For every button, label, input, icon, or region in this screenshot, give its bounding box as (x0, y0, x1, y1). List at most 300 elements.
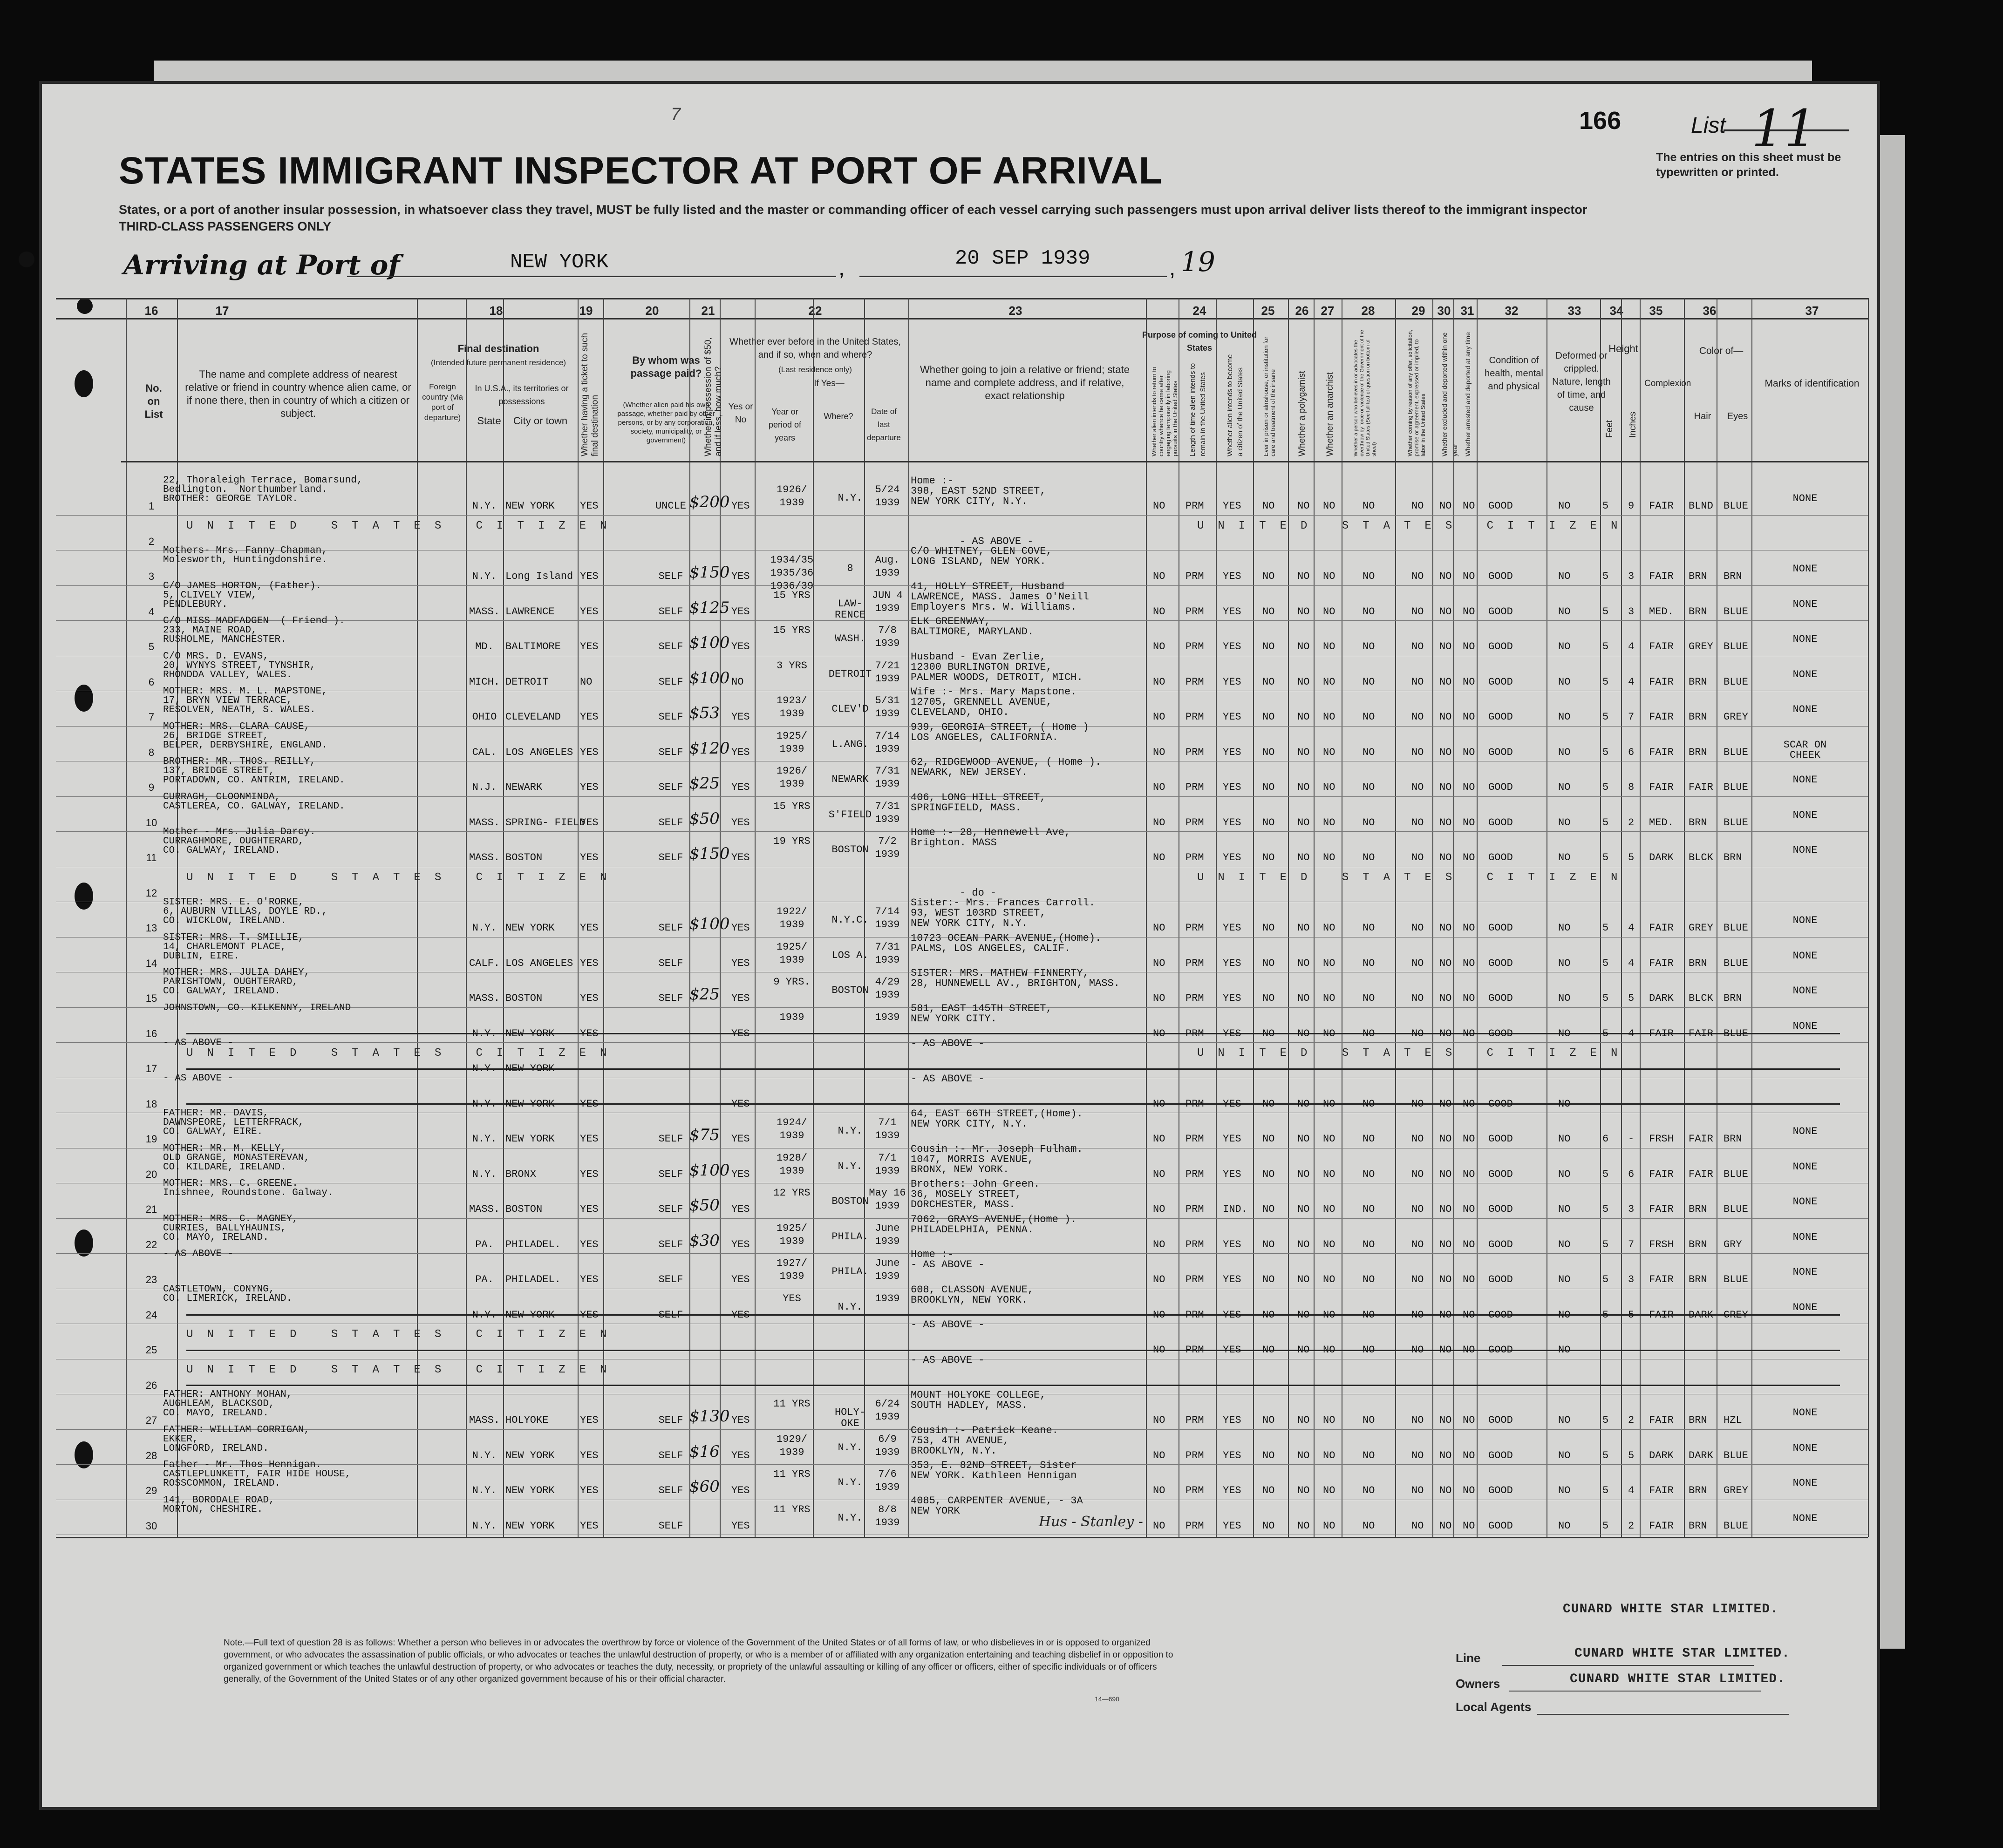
cell-c31: NO (1463, 1274, 1475, 1285)
cell-ticket: YES (580, 816, 599, 829)
cell-yn: YES (731, 816, 750, 829)
cell-c29: NO (1411, 1027, 1424, 1040)
cell-c30: NO (1439, 1027, 1452, 1040)
cell-c30: NO (1439, 1485, 1452, 1496)
cell-c29: NO (1411, 1344, 1424, 1356)
port-value: NEW YORK (510, 251, 609, 274)
cell-p24c: YES (1223, 781, 1241, 793)
header-passage-paid: By whom was passage paid? (630, 354, 702, 379)
header-state: State (477, 415, 501, 427)
cell-ticket: YES (580, 1520, 599, 1532)
cell-yrs: YES (783, 1292, 801, 1304)
cell-ft: 5 (1602, 746, 1609, 758)
cell-in: 4 (1628, 1485, 1635, 1496)
cell-yn: YES (731, 500, 750, 512)
cell-marks: NONE (1792, 1266, 1818, 1278)
cell-p24a: NO (1153, 957, 1165, 969)
header-prison: Ever in prison or almshouse, or institution for care and treatment of the insane (1262, 336, 1276, 456)
cell-hair: BLCK (1689, 852, 1713, 863)
cell-city: NEW YORK (505, 1133, 555, 1145)
column-number: 20 (645, 304, 659, 318)
cell-p24b: PRM (1185, 1203, 1204, 1215)
owners-stamp-top: CUNARD WHITE STAR LIMITED. (1574, 1646, 1790, 1661)
cell-ticket: YES (580, 1449, 599, 1461)
cell-p24a: NO (1153, 571, 1165, 582)
cell-eyes: BRN (1724, 852, 1742, 863)
cell-marks: NONE (1792, 844, 1818, 856)
cell-addr: - AS ABOVE - (163, 1038, 234, 1048)
cell-c29: NO (1411, 1098, 1424, 1110)
table-row (0, 1073, 2003, 1112)
cell-eyes: BLUE (1724, 922, 1748, 934)
cell-hair: DARK (1689, 1449, 1713, 1461)
column-number: 26 (1295, 304, 1309, 318)
cell-paid: UNCLE (655, 500, 686, 512)
cell-eyes: BLUE (1724, 781, 1748, 793)
cell-p24c: YES (1223, 922, 1241, 934)
cell-money: $120 (689, 739, 730, 758)
cell-in: 4 (1628, 957, 1635, 969)
cell-c26: NO (1297, 816, 1310, 829)
cell-yrs: 1927/ 1939 (776, 1257, 807, 1282)
cell-rel: MOUNT HOLYOKE COLLEGE, SOUTH HADLEY, MASS. (911, 1389, 1046, 1411)
cell-c31: NO (1463, 1027, 1475, 1040)
header-color: Color of— (1699, 346, 1744, 356)
cell-c28: NO (1363, 922, 1375, 934)
cell-yn: YES (731, 1027, 750, 1040)
cell-c25: NO (1262, 1098, 1275, 1110)
cell-in: 2 (1628, 1520, 1635, 1532)
cell-p24b: PRM (1185, 1485, 1204, 1496)
cell-p24c: YES (1223, 1027, 1241, 1040)
cell-c29: NO (1411, 1168, 1424, 1180)
cell-in: 4 (1628, 1027, 1635, 1040)
column-number: 31 (1460, 304, 1474, 318)
cell-c31: NO (1463, 1414, 1475, 1426)
cell-c25: NO (1262, 571, 1275, 582)
cell-health: GOOD (1488, 1485, 1513, 1496)
cell-p24c: YES (1223, 957, 1241, 969)
cell-yrs: 15 YRS (773, 625, 811, 636)
cell-c27: NO (1323, 1168, 1335, 1180)
cell-where: PHILA. (831, 1266, 869, 1277)
cell-state: MD. (475, 641, 494, 652)
cell-addr: 22, Thoraleigh Terrace, Bomarsund, Bedlington. Northumberland. BROTHER: GEORGE TAYLOR. (163, 475, 363, 504)
citizen-note-right: UNITED STATES CITIZEN (1197, 871, 1632, 884)
cell-hair: BRN (1689, 1238, 1707, 1250)
cell-dep: 6/24 1939 (875, 1398, 900, 1423)
cell-c26: NO (1297, 711, 1310, 723)
cell-rel: C/O WHITNEY, GLEN COVE, LONG ISLAND, NEW YORK. (911, 545, 1052, 567)
column-number: 21 (701, 304, 715, 318)
cell-c26: NO (1297, 1098, 1310, 1110)
cell-marks: NONE (1792, 1407, 1818, 1419)
cell-yn: YES (731, 922, 750, 934)
cell-paid: SELF (658, 1168, 683, 1180)
column-number: 34 (1609, 304, 1623, 318)
cell-rel: - AS ABOVE - (911, 1038, 985, 1049)
cell-where: N.Y. (838, 1441, 863, 1454)
cell-money: $75 (689, 1126, 720, 1144)
pencil-mark: 7 (671, 105, 681, 124)
cell-ft: 5 (1602, 1485, 1609, 1496)
cell-ticket: YES (580, 781, 599, 793)
cell-c25: NO (1262, 711, 1275, 723)
cell-ft: 5 (1602, 781, 1609, 793)
cell-comp: FAIR (1649, 1274, 1674, 1285)
header-yes-no: Yes or No (728, 402, 753, 425)
line-rule (1502, 1665, 1754, 1666)
cell-yn: YES (731, 1168, 750, 1180)
cell-where: N.Y. (838, 1160, 863, 1172)
cell-eyes: BLUE (1724, 605, 1748, 618)
cell-c31: NO (1463, 852, 1475, 863)
cell-where: N.Y. (838, 1301, 863, 1313)
column-number: 22 (808, 304, 822, 318)
cell-c30: NO (1439, 1168, 1452, 1180)
cell-paid: SELF (658, 781, 683, 793)
cell-ft: 5 (1602, 1414, 1609, 1426)
cell-c29: NO (1411, 1238, 1424, 1250)
column-number: 37 (1805, 304, 1819, 318)
cell-c31: NO (1463, 1449, 1475, 1461)
cell-c25: NO (1262, 922, 1275, 934)
cell-paid: SELF (658, 922, 683, 934)
cell-c26: NO (1297, 571, 1310, 582)
cell-c25: NO (1262, 1520, 1275, 1532)
header-offer-labor: Whether coming by reason of any offer, solicitation, promise or agreement, expressed or implied, to labor in the United States (1407, 330, 1426, 456)
cell-p24b: PRM (1185, 641, 1204, 652)
column-number: 16 (144, 304, 158, 318)
header-polygamist: Whether a polygamist (1297, 371, 1307, 456)
cell-no: 27 (145, 1414, 157, 1426)
table-row (0, 580, 2003, 621)
cell-c29: NO (1411, 852, 1424, 863)
cell-yn: YES (731, 1485, 750, 1496)
cell-comp: MED. (1649, 816, 1674, 829)
cell-dep: 5/24 1939 (875, 484, 900, 509)
cell-in: 8 (1628, 781, 1635, 793)
cell-c30: NO (1439, 676, 1452, 688)
cell-paid: SELF (658, 1520, 683, 1532)
cell-p24c: YES (1223, 1098, 1241, 1110)
cell-deformed: NO (1558, 641, 1571, 652)
cell-ft: 5 (1602, 1027, 1609, 1040)
cell-c30: NO (1439, 605, 1452, 618)
cell-rel: Cousin :- Mr. Joseph Fulham. 1047, MORRIS AVENUE, BRONX, NEW YORK. (911, 1143, 1083, 1175)
cell-ticket: YES (580, 641, 599, 652)
cell-p24b: PRM (1185, 781, 1204, 793)
cell-yrs: 1923/ 1939 (776, 695, 807, 720)
cell-marks: NONE (1792, 1301, 1818, 1313)
cell-eyes: BRN (1724, 1133, 1742, 1145)
cell-c25: NO (1262, 500, 1275, 512)
cell-rel: 41, HOLLY STREET, Husband LAWRENCE, MASS. James O'Neill Employers Mrs. W. Williams. (911, 580, 1089, 613)
header-going-to-join: Whether going to join a relative or friend; state name and complete address, and if relative, exact relationship (920, 364, 1130, 401)
header-last-residence: (Last residence only) (778, 365, 852, 374)
cell-health: GOOD (1488, 1133, 1513, 1145)
cell-c28: NO (1363, 1133, 1375, 1145)
header-relative: The name and complete address of nearest relative or friend in country whence alien came, or if none there, then in country of which a citizen or subject. (185, 368, 411, 419)
cell-paid: SELF (658, 676, 683, 688)
agents-label: Local Agents (1456, 1700, 1532, 1714)
cell-eyes: BLUE (1724, 816, 1748, 829)
cell-state: N.Y. (472, 1309, 497, 1321)
cell-comp: DARK (1649, 1449, 1674, 1461)
cell-deformed: NO (1558, 957, 1571, 969)
cell-p24a: NO (1153, 1133, 1165, 1145)
cell-money: $100 (689, 915, 730, 933)
cell-c30: NO (1439, 711, 1452, 723)
cell-c29: NO (1411, 1274, 1424, 1285)
cell-no: 23 (145, 1274, 157, 1285)
cell-rel: - AS ABOVE - (911, 1073, 985, 1085)
cell-no: 3 (148, 571, 155, 582)
cell-c27: NO (1323, 711, 1335, 723)
cell-no: 22 (145, 1238, 157, 1250)
cell-c27: NO (1323, 1133, 1335, 1145)
cell-where: L.ANG. (831, 738, 869, 750)
cell-c25: NO (1262, 605, 1275, 618)
column-number: 30 (1437, 304, 1451, 318)
cell-p24a: NO (1153, 992, 1165, 1004)
header-deformed: Deformed or crippled. Nature, length of time, and cause (1552, 351, 1611, 413)
cell-yrs: 15 YRS (773, 800, 811, 812)
cell-health: GOOD (1488, 957, 1513, 969)
cell-c29: NO (1411, 605, 1424, 618)
cell-c28: NO (1363, 1520, 1375, 1532)
cell-comp: FAIR (1649, 676, 1674, 688)
cell-comp: FAIR (1649, 957, 1674, 969)
table-row (0, 932, 2003, 972)
cell-deformed: NO (1558, 922, 1571, 934)
header-inches: Inches (1628, 412, 1638, 438)
cell-health: GOOD (1488, 1414, 1513, 1426)
table-row (0, 1108, 2003, 1147)
cell-p24c: YES (1223, 641, 1241, 652)
cell-c25: NO (1262, 816, 1275, 829)
table-bottom-rule (56, 1537, 1868, 1538)
cell-c25: NO (1262, 676, 1275, 688)
cell-no: 29 (145, 1485, 157, 1496)
cell-hair: BLCK (1689, 992, 1713, 1004)
cell-c26: NO (1297, 605, 1310, 618)
cell-addr: MOTHER: MRS. JULIA DAHEY, PARISHTOWN, OUGHTERARD, CO. GALWAY, IRELAND. (163, 967, 310, 997)
cell-in: 4 (1628, 922, 1635, 934)
cell-no: 11 (146, 852, 157, 863)
cell-c25: NO (1262, 1344, 1275, 1356)
cell-yn: YES (731, 852, 750, 863)
column-number: 23 (1008, 304, 1022, 318)
cell-c25: NO (1262, 641, 1275, 652)
cell-no: 12 (145, 887, 157, 899)
cell-yrs: 11 YRS (773, 1398, 811, 1410)
cell-c25: NO (1262, 1274, 1275, 1285)
cell-state: N.J. (472, 781, 497, 793)
cell-in: 7 (1628, 1238, 1635, 1250)
cell-c31: NO (1463, 1344, 1475, 1356)
cell-health: GOOD (1488, 1274, 1513, 1285)
cell-p24a: NO (1153, 1238, 1165, 1250)
cell-state: CALF. (469, 957, 500, 969)
cell-yrs: 3 YRS (776, 659, 807, 672)
agents-stamp: CUNARD WHITE STAR LIMITED. (1570, 1672, 1785, 1686)
cell-rel: Home :- 28, Hennewell Ave, Brighton. MASS (911, 827, 1071, 849)
cell-c31: NO (1463, 1309, 1475, 1321)
cell-c28: NO (1363, 1168, 1375, 1180)
cell-in: 7 (1628, 711, 1635, 723)
cell-c27: NO (1323, 1274, 1335, 1285)
owners-rule (1509, 1691, 1761, 1692)
cell-eyes: BLUE (1724, 1027, 1748, 1040)
cell-health: GOOD (1488, 816, 1513, 829)
cell-health: GOOD (1488, 1238, 1513, 1250)
cell-yn: YES (731, 746, 750, 758)
cell-eyes: BLUE (1724, 1449, 1748, 1461)
cell-c29: NO (1411, 781, 1424, 793)
cell-health: GOOD (1488, 746, 1513, 758)
cell-no: 20 (145, 1168, 157, 1180)
year-prefix: 19 (1181, 246, 1215, 278)
cell-c28: NO (1363, 1309, 1375, 1321)
cell-c28: NO (1363, 1414, 1375, 1426)
cell-comp: MED. (1649, 605, 1674, 618)
cell-p24a: NO (1153, 641, 1165, 652)
cell-c29: NO (1411, 1203, 1424, 1215)
instructions (119, 201, 1842, 235)
cell-dep: June 1939 (875, 1257, 900, 1282)
cell-deformed: NO (1558, 781, 1571, 793)
cell-c26: NO (1297, 746, 1310, 758)
cell-state: N.Y. (472, 1520, 497, 1532)
cell-p24c: YES (1223, 852, 1241, 863)
cell-comp: FAIR (1649, 1309, 1674, 1321)
cell-city: PHILADEL. (505, 1274, 561, 1285)
cell-rel: 64, EAST 66TH STREET,(Home). NEW YORK CITY, N.Y. (911, 1108, 1083, 1130)
cell-state: N.Y. (472, 571, 497, 582)
column-number: 36 (1703, 304, 1717, 318)
cell-dep: 7/2 1939 (875, 836, 900, 860)
cell-p24b: PRM (1185, 1238, 1204, 1250)
cell-where: BOSTON (831, 1196, 869, 1207)
cell-deformed: NO (1558, 711, 1571, 723)
cell-deformed: NO (1558, 1238, 1571, 1250)
header-complexion: Complexion (1644, 379, 1691, 388)
agents-rule (1537, 1714, 1789, 1715)
cell-ticket: YES (580, 1238, 599, 1250)
cell-addr: BROTHER: MR. THOS. REILLY, 137, BRIDGE STREET, PORTADOWN, CO. ANTRIM, IRELAND. (163, 756, 345, 786)
cell-city: BOSTON (505, 992, 543, 1004)
cell-ft: 5 (1602, 641, 1609, 652)
cell-c28: NO (1363, 1485, 1375, 1496)
cell-no: 4 (148, 605, 155, 618)
cell-ticket: YES (580, 571, 599, 582)
cell-c31: NO (1463, 676, 1475, 688)
cell-state: OHIO (472, 711, 497, 723)
cell-state: MASS. (469, 605, 500, 618)
cell-no: 16 (145, 1027, 157, 1040)
cell-marks: NONE (1792, 915, 1818, 926)
cell-dep: 7/31 1939 (875, 941, 900, 966)
cell-in: 3 (1628, 605, 1635, 618)
cell-c30: NO (1439, 500, 1452, 512)
header-city: City or town (513, 415, 568, 427)
cell-c30: NO (1439, 852, 1452, 863)
cell-c30: NO (1439, 1238, 1452, 1250)
cell-rel: Sister:- Mrs. Frances Carroll. 93, WEST 103RD STREET, NEW YORK CITY, N.Y. (911, 897, 1096, 929)
cell-paid: SELF (658, 1203, 683, 1215)
cell-p24b: PRM (1185, 571, 1204, 582)
cell-rel: 581, EAST 145TH STREET, NEW YORK CITY. (911, 1002, 1052, 1025)
cell-yn: YES (731, 1238, 750, 1250)
cell-ft: 5 (1602, 500, 1609, 512)
cell-p24b: PRM (1185, 605, 1204, 618)
cell-eyes: GREY (1724, 1309, 1748, 1321)
cell-c25: NO (1262, 781, 1275, 793)
cell-comp: FAIR (1649, 746, 1674, 758)
cell-city: NEW YORK (505, 1063, 555, 1074)
cell-yn: YES (731, 1133, 750, 1145)
cell-yrs: 11 YRS (773, 1503, 811, 1515)
cell-c31: NO (1463, 816, 1475, 829)
class-line: THIRD-CLASS PASSENGERS ONLY (119, 219, 332, 233)
cell-health: GOOD (1488, 992, 1513, 1004)
cell-c29: NO (1411, 1449, 1424, 1461)
cell-addr: SISTER: MRS. E. O'RORKE, 6, AUBURN VILLAS, DOYLE RD., CO. WICKLOW, IRELAND. (163, 897, 327, 926)
cell-yrs: 1928/ 1939 (776, 1152, 807, 1177)
cell-in: 4 (1628, 676, 1635, 688)
cell-in: 2 (1628, 816, 1635, 829)
cell-marks: NONE (1792, 1442, 1818, 1454)
cell-c27: NO (1323, 957, 1335, 969)
cell-where: N.Y. (838, 1125, 863, 1137)
citizen-note: UNITED STATES CITIZEN (186, 1047, 621, 1060)
cell-eyes: GREY (1724, 1485, 1748, 1496)
relation-note: - do - (960, 887, 997, 899)
cell-no: 15 (145, 992, 157, 1004)
column-number: 32 (1505, 304, 1519, 318)
cell-dep: 7/1 1939 (875, 1117, 900, 1141)
cell-c28: NO (1363, 1238, 1375, 1250)
cell-addr: - AS ABOVE - (163, 1249, 234, 1259)
cell-p24a: NO (1153, 1168, 1165, 1180)
cell-health: GOOD (1488, 781, 1513, 793)
table-row (0, 967, 2003, 1006)
cell-where: BOSTON (831, 985, 869, 996)
cell-c30: NO (1439, 1414, 1452, 1426)
punch-hole (75, 370, 93, 397)
column-number: 18 (489, 304, 503, 318)
citizen-note: UNITED STATES CITIZEN (186, 519, 621, 532)
cell-c28: NO (1363, 1449, 1375, 1461)
cell-ft: 5 (1602, 816, 1609, 829)
cell-marks: NONE (1792, 1126, 1818, 1137)
cell-hair: FAIR (1689, 1133, 1713, 1145)
cell-c26: NO (1297, 852, 1310, 863)
cell-c28: NO (1363, 1344, 1375, 1356)
cell-marks: NONE (1792, 493, 1818, 504)
cell-deformed: NO (1558, 1414, 1571, 1426)
cell-c30: NO (1439, 1098, 1452, 1110)
cell-c31: NO (1463, 957, 1475, 969)
cell-rel: Home :- - AS ABOVE - (911, 1249, 985, 1270)
cell-addr: C/O MISS MADFADGEN ( Friend ). 233, MAINE ROAD, RUSHOLME, MANCHESTER. (163, 616, 345, 645)
cell-c27: NO (1323, 816, 1335, 829)
cell-c27: NO (1323, 1027, 1335, 1040)
cell-yrs: 1939 (779, 1011, 804, 1023)
column-number: 25 (1261, 304, 1275, 318)
cell-ft: 5 (1602, 957, 1609, 969)
